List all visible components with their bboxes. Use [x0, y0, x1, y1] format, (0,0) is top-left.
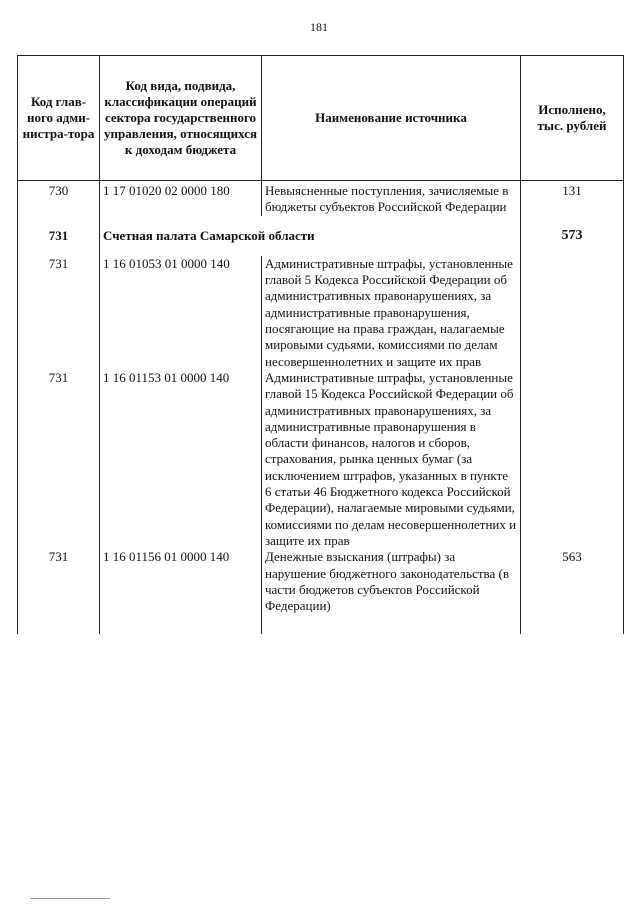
cell-admin-code: 731	[18, 549, 100, 634]
header-amount: Исполнено, тыс. рублей	[521, 56, 624, 181]
cell-amount: 563	[521, 549, 624, 634]
cell-admin-code: 730	[18, 181, 100, 216]
cell-source-name: Административные штрафы, установленные главой 5 Кодекса Российской Федерации об административных правонарушениях, за административные правонарушения, посягающие на права граждан, налагаемые мировыми судьями, комиссиями по делам несовершеннолетних и защите их прав	[262, 256, 521, 370]
cell-source-name: Административные штрафы, установленные главой 15 Кодекса Российской Федерации об административных правонарушениях, за административные правонарушения в области финансов, налогов и сборов, страхования, рынка ценных бумаг (за исключением штрафов, указанных в пункте 6 статьи 46 Бюджетного кодекса Российской Федерации), налагаемые мировыми судьями, комиссиями по делам несовершеннолетних и защите их прав	[262, 370, 521, 549]
cell-classification-code: 1 16 01053 01 0000 140	[100, 256, 262, 370]
table-row-organization	[18, 216, 624, 256]
cell-admin-code: 731	[18, 370, 100, 549]
header-admin-code: Код глав-ного адми-нистра-тора	[18, 56, 100, 181]
scan-artifact-line	[30, 898, 110, 899]
table-row	[18, 549, 624, 634]
cell-amount	[521, 370, 624, 549]
cell-classification-code: 1 16 01156 01 0000 140	[100, 549, 262, 634]
cell-amount	[521, 256, 624, 370]
table-row	[18, 370, 624, 549]
cell-classification-code: 1 17 01020 02 0000 180	[100, 181, 262, 216]
cell-admin-code: 731	[18, 216, 100, 256]
cell-organization-name: Счетная палата Самарской области	[100, 216, 521, 256]
revenue-table	[17, 55, 624, 634]
page-number: 181	[310, 20, 328, 34]
cell-amount: 573	[521, 216, 624, 256]
table-header-row	[18, 56, 624, 181]
table-row	[18, 181, 624, 216]
cell-source-name: Невыясненные поступления, зачисляемые в бюджеты субъектов Российской Федерации	[262, 181, 521, 216]
cell-classification-code: 1 16 01153 01 0000 140	[100, 370, 262, 549]
cell-source-name: Денежные взыскания (штрафы) за нарушение бюджетного законодательства (в части бюджетов субъектов Российской Федерации)	[262, 549, 521, 634]
table-row	[18, 256, 624, 370]
header-classification-code: Код вида, подвида, классификации операций сектора государственного управления, относящихся к доходам бюджета	[100, 56, 262, 181]
cell-amount: 131	[521, 181, 624, 216]
header-source-name: Наименование источника	[262, 56, 521, 181]
cell-admin-code: 731	[18, 256, 100, 370]
